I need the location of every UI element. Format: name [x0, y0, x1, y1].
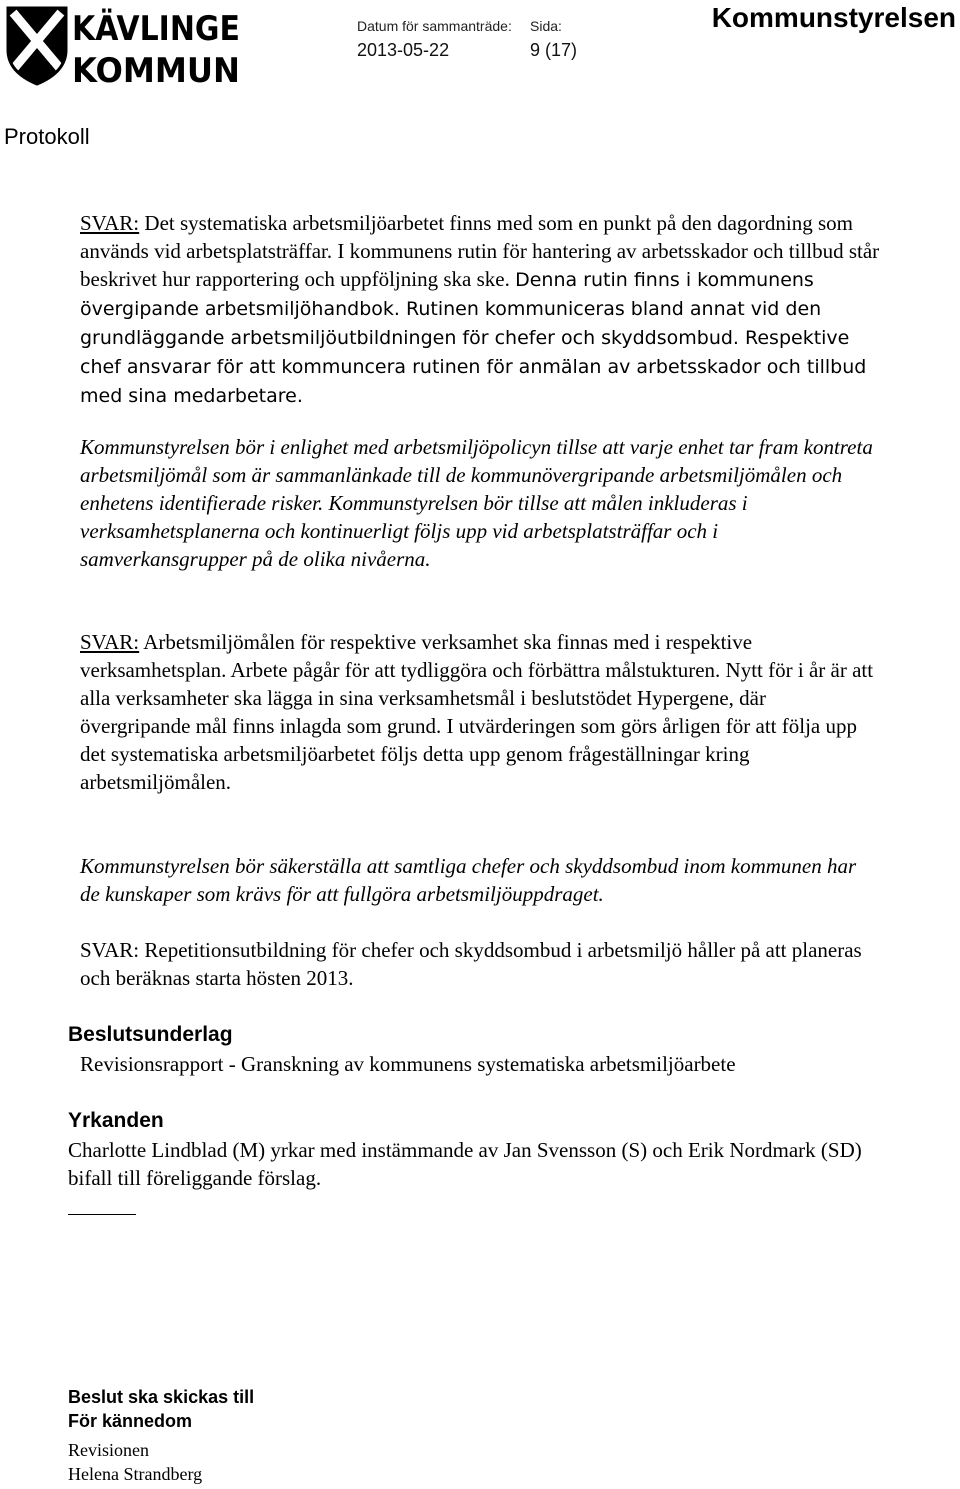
answer-paragraph-2	[80, 628, 880, 796]
distribution-heading: Beslut ska skickas till	[68, 1387, 255, 1407]
beslutsunderlag-heading: Beslutsunderlag	[68, 1023, 233, 1046]
yrkanden-text: Charlotte Lindblad (M) yrkar med instämmande av Jan Svensson (S) och Erik Nordmark (SD) bifall till föreliggande förslag.	[68, 1138, 862, 1190]
answer-text-sans: Denna rutin finns i kommunens övergipande arbetsmiljöhandbok. Rutinen kommuniceras bland annat vid den grundläggande arbetsmiljöutbildningen för chefer och skyddsombud. Respektive chef ansvarar för att kommuncera rutinen för anmälan av arbetsskador och tillbud med sina medarbetare.	[80, 269, 867, 407]
svar-label: SVAR:	[80, 630, 140, 654]
logo-graphic	[6, 6, 263, 91]
section-divider	[68, 1214, 136, 1215]
answer-text: Arbetsmiljömålen för respektive verksamhet ska finnas med i respektive verksamhetsplan. Arbete pågår för att tydliggöra och förbättra målstukturen. Nytt för i år är att alla verksamheter ska lägga in sina verksamhetsmål i beslutstödet Hypergene, där övergripande mål finns inlagda som grund. I utvärderingen som görs årligen för att följa upp det systematiska arbetsmiljöarbetet följs detta upp genom frågeställningar kring arbetsmiljömålen.	[80, 630, 874, 794]
logo-line2: KOMMUN	[72, 51, 240, 91]
answer-paragraph-3: SVAR: Repetitionsutbildning för chefer och skyddsombud i arbetsmiljö håller på att planeras och beräknas starta hösten 2013.	[80, 938, 862, 990]
date-label: Datum för sammanträde:	[357, 18, 512, 34]
date-value: 2013-05-22	[357, 40, 450, 60]
answer-text-serif: Det systematiska arbetsmiljöarbetet finns med som en punkt på den dagordning som används vid arbetsplatsträffar. I kommunens rutin för hantering av arbetsskador och tillbud står beskrivet hur rapportering och uppföljning ska ske.	[80, 211, 880, 291]
recipient-item: Revisionen	[68, 1440, 149, 1460]
yrkanden-heading: Yrkanden	[68, 1109, 164, 1132]
page-number: 9 (17)	[530, 40, 578, 60]
beslutsunderlag-text: Revisionsrapport - Granskning av kommunens systematiska arbetsmiljöarbete	[80, 1052, 736, 1076]
svar-label: SVAR:	[80, 211, 140, 235]
recipient-item: Helena Strandberg	[68, 1464, 203, 1484]
kavlinge-kommun-logo	[6, 6, 263, 91]
recommendation-paragraph-2: Kommunstyrelsen bör säkerställa att samtliga chefer och skyddsombud inom kommunen har de kunskaper som krävs för att fullgöra arbetsmiljöuppdraget.	[80, 854, 857, 906]
logo-line1: KÄVLINGE	[72, 9, 263, 49]
answer-paragraph-1	[80, 209, 880, 410]
organization-title: Kommunstyrelsen	[711, 2, 956, 33]
recommendation-paragraph-1: Kommunstyrelsen bör i enlighet med arbetsmiljöpolicyn tillse att varje enhet tar fram kontreta arbetsmiljömål som är sammanlänkade till de kommunövergripande arbetsmiljömålen och enhetens identifierade risker. Kommunstyrelsen bör tillse att målen inkluderas i verksamhetsplanerna och kontinuerligt följs upp vid arbetsplatsträffar och i samverkansgrupper på de olika nivåerna.	[80, 435, 873, 571]
document-type: Protokoll	[4, 124, 90, 149]
page-label: Sida:	[530, 18, 562, 34]
distribution-subheading: För kännedom	[68, 1411, 193, 1431]
